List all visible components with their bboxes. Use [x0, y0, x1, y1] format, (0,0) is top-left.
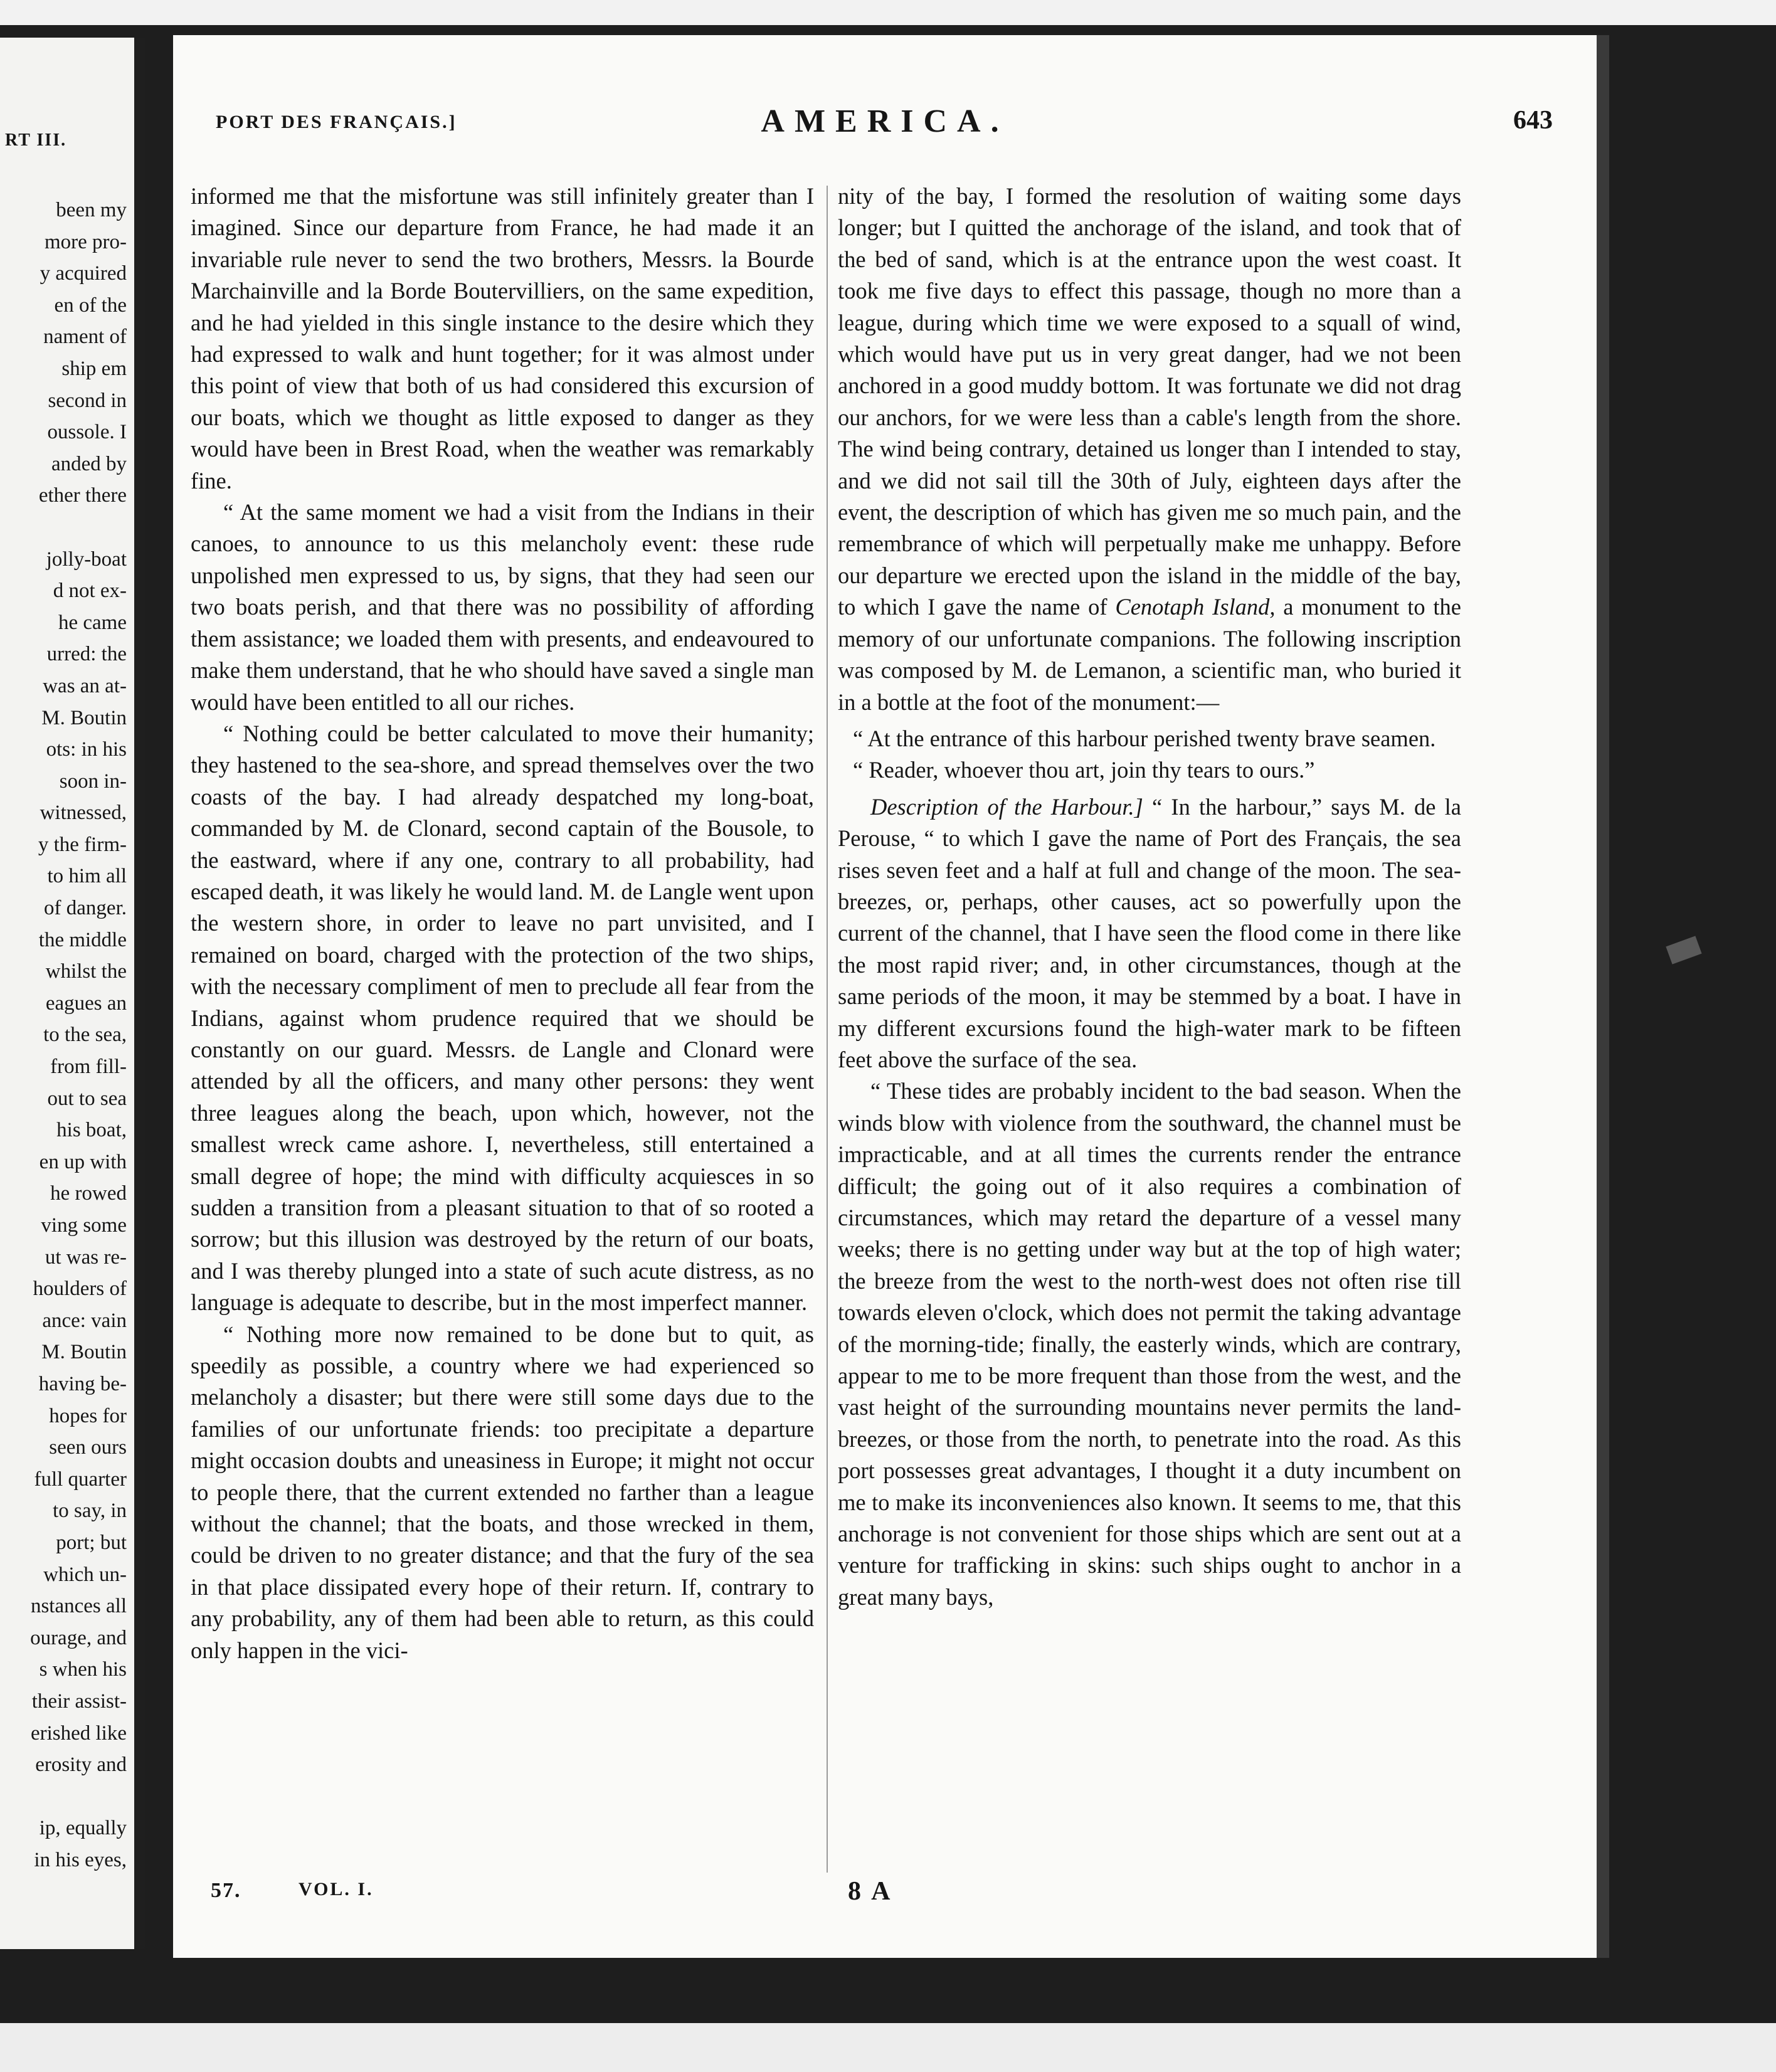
text-column-left [191, 181, 814, 1666]
facing-page-line: his boat, [56, 1119, 127, 1142]
facing-page-line: eagues an [45, 991, 127, 1015]
facing-page-line: to him all [47, 865, 127, 888]
text-column-right [838, 181, 1461, 1613]
running-head-section: PORT DES FRANÇAIS.] [216, 112, 457, 132]
place-name-italic: Cenotaph Island, [1115, 594, 1276, 620]
facing-page-line [0, 1781, 129, 1813]
facing-page-line [0, 512, 129, 544]
scan-border-top [0, 0, 1776, 25]
facing-page-line: which un- [43, 1563, 127, 1586]
page-edge-shadow [1597, 35, 1609, 1958]
facing-page-line: been my [56, 199, 127, 221]
facing-page-line: y acquired [40, 262, 127, 285]
facing-page-line: more pro- [44, 230, 127, 253]
paragraph-text: a monument to the memory of our unfortunate companions. The following inscription was composed by M. de Lemanon, a scientific man, who buried it in a bottle at the foot of the monument:— [838, 594, 1462, 715]
facing-page-header: RT III. [5, 130, 67, 150]
facing-page-lines [0, 194, 129, 1876]
paragraph-text: nity of the bay, I formed the resolution of waiting some days longer; but I quitted the anchorage of the island, and took that of the bed of sand, which is at the entrance upon the west coast. It took me five days to effect this passage, though no more than a league, during which time we were exposed to a squall of wind, which would have put us in very great danger, had we not been anchored in a good muddy bottom. It was fortunate we did not drag our anchors, for we were less than a cable's length from the shore. The wind being contrary, detained us longer than I intended to stay, and we did not sail till the 30th of July, eighteen days after the event, the description of which has given me so much pain, and the remembrance of which will perpetually make me unhappy. Before our departure we erected upon the island in the middle of the bay, to which I gave the name of [838, 183, 1461, 620]
paragraph [838, 791, 1461, 1076]
paragraph: “ At the same moment we had a visit from the Indians in their canoes, to announce to us this melancholy event: these rude unpolished men expressed to us, by signs, that they had seen our two boats perish, and that there was no possibility of affording them assistance; we loaded them with presents, and endeavoured to make them understand, that he who should have saved a single man would have been entitled to all our riches. [191, 499, 814, 715]
facing-page-line: from fill- [50, 1055, 127, 1079]
facing-page-line: ut was re- [45, 1245, 127, 1269]
inscription-line: “ At the entrance of this harbour perished twenty brave seamen. [853, 725, 1436, 751]
facing-page-line: ving some [41, 1214, 127, 1237]
facing-page-line: to say, in [53, 1499, 127, 1523]
paragraph-text: “ In the harbour,” says M. de la Perouse, “ to which I gave the name of Port des Français, the sea rises seven feet and a half at full and change of the moon. The sea-breezes, or, perhaps, other causes, act so powerfully upon the current of the channel, that I have seen the flood come in there like the most rapid river; and, in other circumstances, though at the same periods of the moon, it may be stemmed by a boat. I have in my different excursions found the high-water mark to be fifteen feet above the surface of the sea. [838, 793, 1462, 1072]
facing-page-line: ots: in his [46, 738, 127, 761]
facing-page-line: y the firm- [38, 833, 127, 856]
facing-page-line: anded by [51, 452, 127, 475]
facing-page-line: oussole. I [47, 421, 127, 444]
page-number: 643 [1513, 106, 1553, 135]
facing-page-line: of danger. [44, 897, 127, 920]
facing-page-line: seen ours [49, 1436, 127, 1459]
facing-page-line: M. Boutin [41, 1341, 127, 1364]
facing-page-line: ship em [61, 357, 127, 380]
facing-page-line: ourage, and [30, 1626, 127, 1649]
facing-page-line: having be- [38, 1372, 127, 1395]
paragraph: “ Nothing more now remained to be done but to quit, as speedily as possible, a country where we had experienced so melancholy a disaster; but there were still some days due to the families of our unfortunate friends: too precipitate a departure might occasion doubts and uneasiness in Europe; it might not occur to people there, that the current extended no farther than a league without the channel; that the boats, and those wrecked in them, could be driven to no greater distance; and that the fury of the sea in that place dissipated every hope of their return. If, contrary to any probability, any of them had been able to return, as this could only happen in the vici- [191, 1321, 814, 1663]
volume-mark: VOL. I. [299, 1879, 374, 1900]
inscription-quote [838, 723, 1461, 786]
paragraph: “ Nothing could be better calculated to move their humanity; they hastened to the sea-shore, and spread themselves over the two coasts of the bay. I had already despatched my long-boat, commanded by M. de Clonard, second captain of the Bousole, to the eastward, where if any one, contrary to all probability, had escaped death, it was likely he would land. M. de Langle went upon the western shore, in order to leave no part unvisited, and I remained on board, charged with the protection of the two ships, with the necessary compliment of men to preclude all fear from the Indians, against whom prudence required that we should be constantly on our guard. Messrs. de Langle and Clonard were attended by all the officers, and many other persons: they went three leagues along the beach, upon which, however, not the smallest wreck came ashore. I, nevertheless, still entertained a small degree of hope; the mind with difficulty acquiesces in so sudden a transition from a pleasant situation to that of so rooted a sorrow; but this illusion was destroyed by the return of our boats, and I was thereby plunged into a state of such acute distress, as no language is adequate to describe, but in the most imperfect manner. [191, 720, 814, 1316]
facing-page-line: erished like [30, 1721, 127, 1745]
facing-page-line: ether there [38, 484, 127, 507]
facing-page-line: witnessed, [40, 801, 127, 825]
facing-page-line: he rowed [50, 1182, 127, 1205]
facing-page-line: d not ex- [53, 579, 127, 603]
facing-page-line: port; but [56, 1531, 127, 1554]
signature-number: 57. [211, 1879, 241, 1902]
facing-page-line: was an at- [43, 674, 127, 697]
running-header [173, 103, 1597, 147]
facing-page-line: in his eyes, [34, 1848, 127, 1871]
facing-page-line: en of the [54, 293, 127, 317]
facing-page-line: nstances all [30, 1595, 127, 1618]
section-label: Description of the Harbour.] [870, 793, 1143, 820]
facing-page-line: nament of [43, 325, 127, 349]
book-gutter [134, 38, 145, 1949]
facing-page-line: ip, equally [39, 1817, 127, 1840]
paragraph [838, 181, 1461, 718]
facing-page-line: to the sea, [43, 1023, 127, 1047]
facing-page-line: en up with [39, 1150, 127, 1173]
page-footer [173, 1879, 1597, 1916]
facing-page-line: houlders of [33, 1277, 127, 1301]
paragraph: informed me that the misfortune was still infinitely greater than I imagined. Since our departure from France, he had made it an invariable rule never to send the two brothers, Messrs. la Bourde Marchainville and la Borde Boutervilliers, on the same expedition, and he had yielded in this single instance to the desire which they had expressed to walk and hunt together; for it was almost under this point of view that both of us had considered this excursion of our boats, which we thought as little exposed to danger as they would have been in Brest Road, when the weather was remarkably fine. [191, 183, 814, 494]
facing-page-line: whilst the [45, 960, 127, 983]
facing-page-line: M. Boutin [41, 706, 127, 729]
facing-page-line: the middle [38, 928, 127, 951]
facing-page-line: soon in- [59, 769, 127, 793]
facing-page-fragment [0, 38, 145, 1949]
inscription-line: “ Reader, whoever thou art, join thy tears to ours.” [853, 757, 1315, 783]
book-page [173, 35, 1597, 1958]
facing-page-line: s when his [39, 1658, 127, 1681]
paragraph: “ These tides are probably incident to the bad season. When the winds blow with violence from the southward, the channel must be impracticable, and at all times the currents render the entrance difficult; the going out of it also requires a combination of circumstances, which may retard the departure of a vessel many weeks; there is no getting under way but at the top of high water; the breeze from the west to the north-west does not often rise till towards eleven o'clock, which does not permit the taking advantage of the morning-tide; finally, the easterly winds, which are contrary, appear to me to be more frequent than those from the west, and the vast height of the surrounding mountains never permits the land-breezes, or those from the north, to penetrate into the road. As this port possesses great advantages, I thought it a duty incumbent on me to make its inconveniences also known. It seems to me, that this anchorage is not convenient for those ships which are sent out at a venture for trafficking in skins: such ships ought to anchor in a great many bays, [838, 1078, 1461, 1610]
facing-page-line: erosity and [35, 1753, 127, 1777]
sheet-mark: 8 A [848, 1877, 893, 1906]
facing-page-line: hopes for [49, 1404, 127, 1427]
running-head-title: AMERICA. [761, 103, 1009, 139]
facing-page-line: urred: the [46, 643, 127, 666]
scan-border-bottom [0, 2023, 1776, 2072]
scan-artifact [1666, 936, 1701, 964]
facing-page-line: jolly-boat [46, 547, 127, 571]
facing-page-line: ance: vain [42, 1309, 127, 1332]
facing-page-line: their assist- [31, 1689, 127, 1713]
facing-page-line: second in [48, 389, 127, 412]
facing-page-line: out to sea [47, 1087, 127, 1110]
column-rule [827, 186, 828, 1873]
facing-page-line: full quarter [34, 1467, 127, 1491]
facing-page-line: he came [58, 611, 127, 634]
